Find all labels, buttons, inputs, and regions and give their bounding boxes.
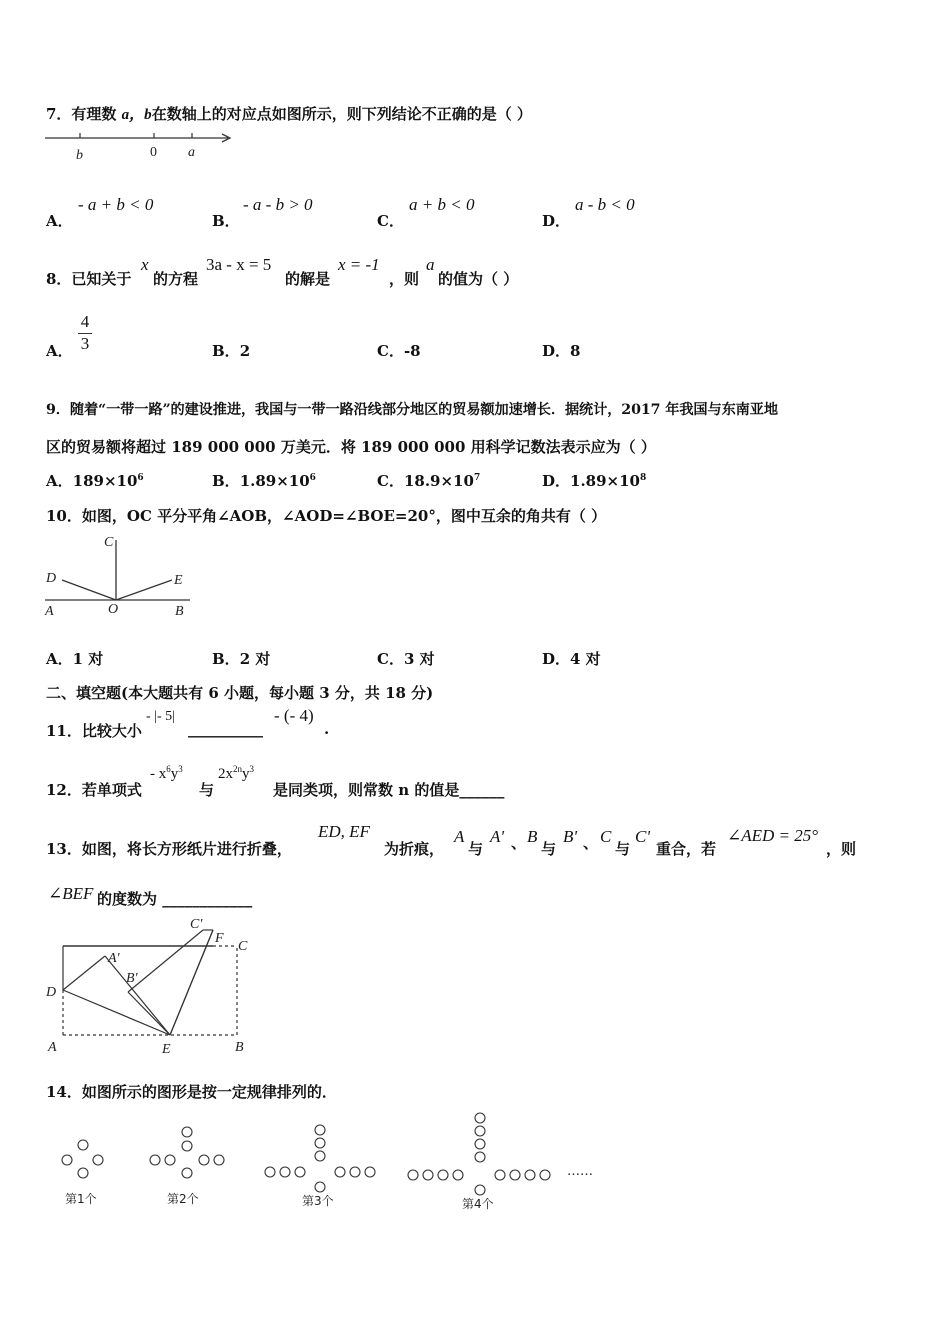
q7-option-c-expr: a + b < 0 bbox=[409, 195, 475, 214]
fig13-label-a1: A' bbox=[108, 951, 120, 966]
q13-sep1: 、 bbox=[511, 834, 527, 852]
q14-caption-2: 第2个 bbox=[167, 1192, 199, 1206]
q11-left-expr: - |- 5| bbox=[146, 709, 175, 724]
q7-option-d: D． bbox=[542, 212, 571, 230]
q8-stem-3: 的解是 bbox=[285, 270, 331, 288]
q9-option-c: C．$18.9\times 10^7$ bbox=[377, 472, 481, 490]
q8-stem-5: 的值为（ ） bbox=[438, 270, 519, 288]
fig13-label-b: B bbox=[235, 1040, 244, 1055]
fig13-label-d: D bbox=[46, 985, 57, 1000]
q13-fold-figure bbox=[40, 910, 260, 1060]
fig10-label-b: B bbox=[175, 604, 184, 619]
q14-caption-3: 第3个 bbox=[302, 1194, 334, 1208]
numberline-a: a bbox=[188, 145, 195, 160]
q8-solution: x = -1 bbox=[338, 255, 380, 274]
q10-angle-figure bbox=[40, 530, 200, 622]
q7-option-b-expr: - a - b > 0 bbox=[243, 195, 313, 214]
fig10-label-o: O bbox=[108, 602, 119, 617]
q8-equation: 3a - x = 5 bbox=[206, 255, 272, 274]
q13-t3: ，则 bbox=[826, 840, 857, 858]
q13-B: B bbox=[527, 827, 538, 846]
q7-option-b: B． bbox=[212, 212, 240, 230]
q13-creases: ED, EF bbox=[318, 822, 370, 841]
q10-option-d: D．4 对 bbox=[542, 650, 601, 668]
q13-yu1: 与 bbox=[468, 840, 484, 858]
q13-stem-pre: 13．如图，将长方形纸片进行折叠， bbox=[46, 840, 292, 858]
q9-option-d: D．$1.89\times 10^8$ bbox=[542, 472, 647, 490]
q9-stem-line1: 9．随着“一带一路”的建设推进，我国与一带一路沿线部分地区的贸易额加速增长．据统计，2017 年我国与东南亚地 bbox=[46, 402, 778, 418]
q13-angle-bef: ∠BEF bbox=[48, 884, 94, 903]
fig13-label-b1: B' bbox=[126, 971, 138, 986]
fig10-label-e: E bbox=[174, 573, 183, 588]
q10-option-a: A．1 对 bbox=[46, 650, 104, 668]
q11-stem: 11．比较大小 bbox=[46, 722, 142, 740]
q8-stem-1: 8．已知关于 bbox=[46, 270, 132, 288]
q13-A1: A' bbox=[490, 827, 505, 846]
fig13-label-c1: C' bbox=[190, 917, 203, 932]
fig13-label-e: E bbox=[162, 1042, 171, 1057]
q13-C1: C' bbox=[635, 827, 650, 846]
q9-option-b: B．$1.89\times 10^6$ bbox=[212, 472, 316, 490]
q13-C: C bbox=[600, 827, 612, 846]
q14-caption-1: 第1个 bbox=[65, 1192, 97, 1206]
q11-blank: __________ bbox=[188, 720, 263, 738]
q13-t2: 重合，若 bbox=[656, 840, 717, 858]
q10-option-c: C．3 对 bbox=[377, 650, 435, 668]
q13-yu2: 与 bbox=[541, 840, 557, 858]
fig13-label-c: C bbox=[238, 939, 248, 954]
fig13-label-a: A bbox=[48, 1040, 57, 1055]
q11-right-expr: - (- 4) bbox=[274, 706, 314, 725]
q13-t1: 为折痕， bbox=[384, 840, 445, 858]
q12-monomial-1: - $x^6y^3$ bbox=[150, 764, 183, 782]
fig10-label-d: D bbox=[46, 571, 57, 586]
q7-option-d-expr: a - b < 0 bbox=[575, 195, 635, 214]
q8-stem-4: ，则 bbox=[389, 270, 420, 288]
q8-stem-2: 的方程 bbox=[153, 270, 199, 288]
fig10-label-a: A bbox=[45, 604, 54, 619]
q10-stem: 10．如图，OC 平分平角∠AOB，∠AOD=∠BOE=20°，图中互余的角共有（ ） bbox=[46, 507, 607, 525]
q9-stem-line2: 区的贸易额将超过 189 000 000 万美元．将 189 000 000 用科学记数法表示应为（ ） bbox=[46, 438, 656, 456]
q7-number-line bbox=[40, 126, 240, 166]
numberline-zero: 0 bbox=[150, 145, 157, 160]
numberline-b: b bbox=[76, 148, 83, 163]
q11-period: . bbox=[324, 720, 330, 738]
q8-option-a: A． bbox=[46, 342, 73, 360]
q7-option-c: C． bbox=[377, 212, 404, 230]
q12-monomial-2: $2x^{2n}y^3$ bbox=[218, 764, 254, 782]
fig13-label-f: F bbox=[215, 931, 224, 946]
q12-stem-pre: 12．若单项式 bbox=[46, 781, 142, 799]
q14-caption-4: 第4个 bbox=[462, 1197, 494, 1211]
q8-option-c: C．-8 bbox=[377, 342, 421, 360]
q10-option-b: B．2 对 bbox=[212, 650, 271, 668]
fig10-label-c: C bbox=[104, 535, 114, 550]
q9-option-a: A．$189\times 10^6$ bbox=[46, 472, 144, 490]
q13-B1: B' bbox=[563, 827, 578, 846]
q8-option-d: D．8 bbox=[542, 342, 581, 360]
q7-option-a: A． bbox=[46, 212, 73, 230]
q8-option-b: B．2 bbox=[212, 342, 251, 360]
q7-stem: 7．有理数 a，b在数轴上的对应点如图所示，则下列结论不正确的是（ ） bbox=[46, 105, 532, 123]
section-2-heading: 二、填空题(本大题共有 6 小题，每小题 3 分，共 18 分) bbox=[46, 684, 434, 702]
q13-yu3: 与 bbox=[615, 840, 631, 858]
q13-line2: 的度数为 ____________ bbox=[97, 890, 253, 908]
q7-option-a-expr: - a + b < 0 bbox=[78, 195, 154, 214]
q12-stem-mid: 与 bbox=[199, 781, 215, 799]
q8-option-a-fraction: 4 3 bbox=[78, 312, 92, 354]
q12-stem-post: 是同类项，则常数 n 的值是______ bbox=[273, 781, 505, 799]
q13-A: A bbox=[454, 827, 465, 846]
q13-angle: ∠AED = 25° bbox=[727, 826, 819, 845]
q14-ellipsis: …… bbox=[567, 1164, 593, 1179]
q8-var-a: a bbox=[426, 255, 435, 274]
q14-stem: 14．如图所示的图形是按一定规律排列的． bbox=[46, 1083, 337, 1101]
q14-pattern-figure bbox=[40, 1105, 620, 1220]
q8-var-x: x bbox=[141, 255, 149, 274]
q13-sep2: 、 bbox=[583, 834, 599, 852]
